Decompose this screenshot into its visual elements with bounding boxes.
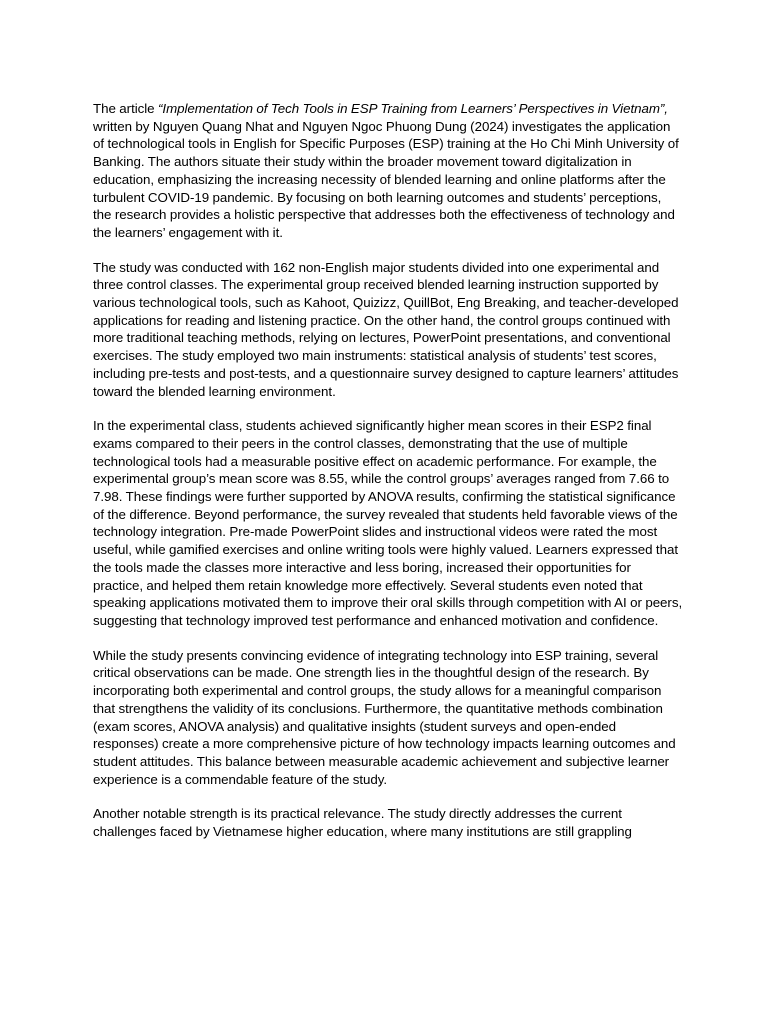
paragraph-introduction xyxy=(93,100,683,242)
paragraph-intro-lead: The article xyxy=(93,101,159,116)
paragraph-critical-evaluation: While the study presents convincing evidence of integrating technology into ESP training, several critical observations can be made. One strength lies in the thoughtful design of the research. By incorporating both experimental and control groups, the study allows for a meaningful comparison that strengthens the validity of its conclusions. Furthermore, the quantitative methods combination (exam scores, ANOVA analysis) and qualitative insights (student surveys and open-ended responses) create a more comprehensive picture of how technology impacts learning outcomes and student attitudes. This balance between measurable academic achievement and subjective learner experience is a commendable feature of the study. xyxy=(93,647,676,787)
article-title: “Implementation of Tech Tools in ESP Training from Learners’ Perspectives in Vietnam”, xyxy=(158,101,668,116)
paragraph-results: In the experimental class, students achieved significantly higher mean scores in their ESP2 final exams compared to their peers in the control classes, demonstrating that the use of multiple technological tools had a measurable positive effect on academic performance. For example, the experimental group’s mean score was 8.55, while the control groups’ averages ranged from 7.66 to 7.98. These findings were further supported by ANOVA results, confirming the statistical significance of the difference. Beyond performance, the survey revealed that students held favorable views of the technology integration. Pre-made PowerPoint slides and instructional videos were rated the most useful, while gamified exercises and online writing tools were highly valued. Learners expressed that the tools made the classes more interactive and less boring, increased their opportunities for practice, and helped them retain knowledge more effectively. Several students even noted that speaking applications motivated them to improve their oral skills through competition with AI or peers, suggesting that technology improved test performance and enhanced motivation and confidence. xyxy=(93,418,683,628)
paragraph-intro-body: written by Nguyen Quang Nhat and Nguyen Ngoc Phuong Dung (2024) investigates the application of technological tools in English for Specific Purposes (ESP) training at the Ho Chi Minh University of Banking. The authors situate their study within the broader movement toward digitalization in education, emphasizing the increasing necessity of blended learning and online platforms after the turbulent COVID-19 pandemic. By focusing on both learning outcomes and students’ perceptions, the research provides a holistic perspective that addresses both the effectiveness of technology and the learners’ engagement with it. xyxy=(93,118,679,240)
paragraph-methodology: The study was conducted with 162 non-English major students divided into one experimental and three control classes. The experimental group received blended learning instruction supported by various technological tools, such as Kahoot, Quizizz, QuillBot, Eng Breaking, and teacher-developed applications for reading and listening practice. On the other hand, the control groups continued with more traditional teaching methods, relying on lectures, PowerPoint presentations, and conventional exercises. The study employed two main instruments: statistical analysis of students’ test scores, including pre-tests and post-tests, and a questionnaire survey designed to capture learners’ attitudes toward the blended learning environment. xyxy=(93,259,679,399)
paragraph-practical-relevance: Another notable strength is its practical relevance. The study directly addresses the current challenges faced by Vietnamese higher education, where many institutions are still grappling xyxy=(93,806,632,840)
document-page xyxy=(93,100,683,858)
